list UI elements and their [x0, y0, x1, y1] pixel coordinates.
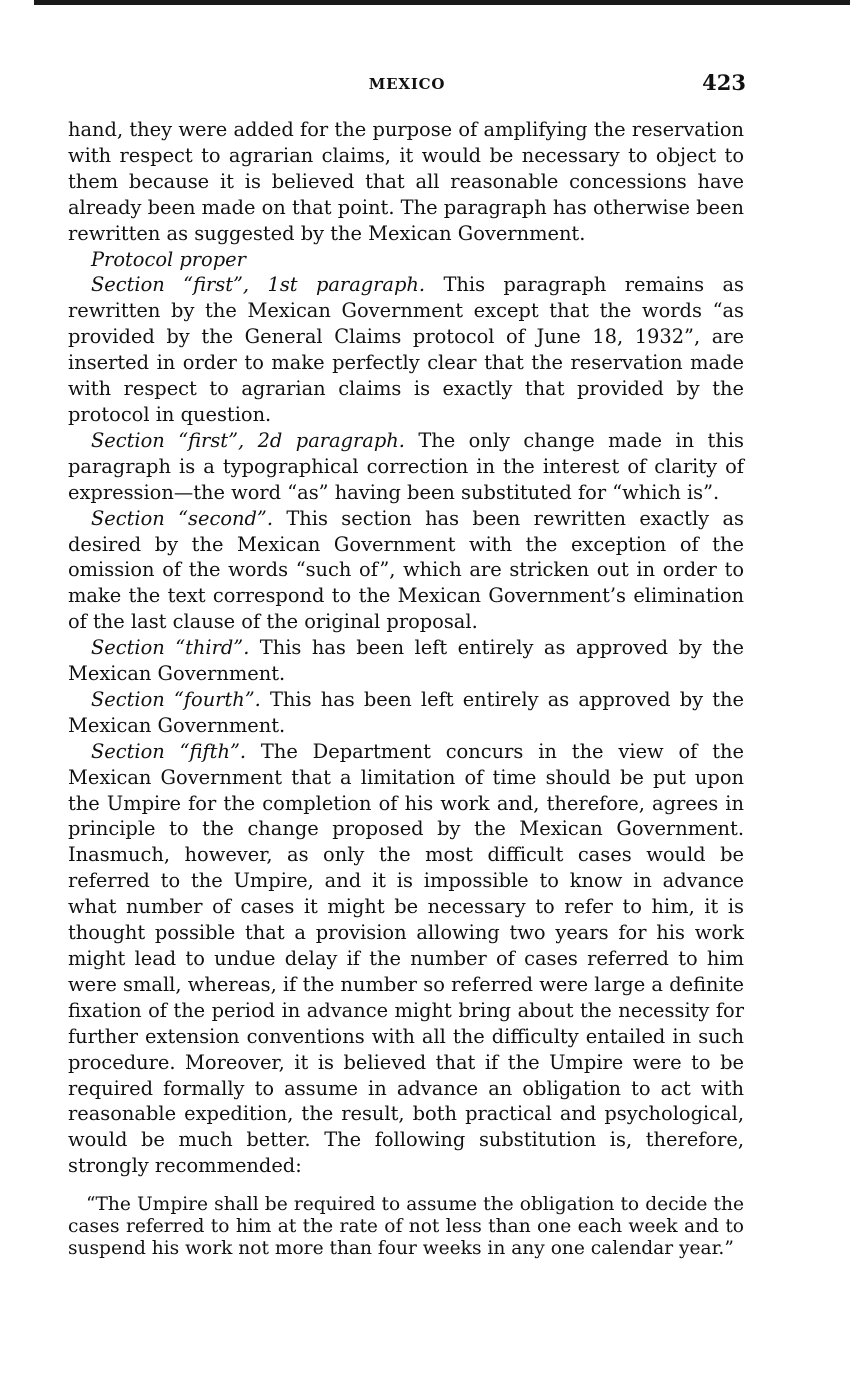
section-first-paragraph-1: [68, 272, 744, 427]
section-text: The Department concurs in the view of the Mexican Government that a limitation of time should be put upon the Umpire for the completion of his work and, therefore, agrees in principle to the change proposed by the Mexican Government. Inasmuch, however, as only the most difficult cases would be referred to the Umpire, and it is impossible to know in advance what number of cases it might be necessary to refer to him, it is thought possible that a provision allowing two years for his work might lead to undue delay if the number of cases referred to him were small, whereas, if the number so referred were large a definite fixation of the period in advance might bring about the necessity for further extension conventions with all the difficulty entailed in such procedure. Moreover, it is believed that if the Umpire were to be required formally to assume in advance an obligation to act with reasonable expedition, the result, both practical and psychological, would be much better. The following substitution is, therefore, strongly recommended:: [68, 739, 744, 1178]
section-first-paragraph-2: [68, 428, 744, 506]
section-title: Section “second”.: [91, 506, 273, 530]
recommended-substitution-quote: “The Umpire shall be required to assume the obligation to decide the cases referred to him at the rate of not less than one each week and to suspend his work not more than four weeks in any one calendar year.”: [68, 1194, 744, 1259]
page-body: [68, 117, 744, 1260]
section-title: Section “first”, 1st paragraph.: [91, 273, 426, 297]
section-second-paragraph: [68, 506, 744, 636]
page-number: 423: [702, 70, 746, 95]
section-fifth-paragraph: [68, 739, 744, 1179]
section-title: Section “first”, 2d paragraph.: [91, 428, 405, 452]
page-header: [68, 70, 746, 100]
section-text: This paragraph remains as rewritten by the Mexican Government except that the words “as provided by the General Claims protocol of June 18, 1932”, are inserted in order to make perfectly clear that the reservation made with respect to agrarian claims is exactly that provided by the protocol in question.: [68, 273, 744, 426]
section-text: This section has been rewritten exactly as desired by the Mexican Government with the exception of the omission of the words “such of”, which are stricken out in order to make the text correspond to the Mexican Government’s elimination of the last clause of the original proposal.: [68, 506, 744, 634]
running-head: MEXICO: [368, 75, 446, 93]
top-border-rule: [34, 0, 850, 5]
section-text: This has been left entirely as approved by the Mexican Government.: [68, 636, 745, 686]
section-fourth-paragraph: [68, 687, 744, 739]
section-text: This has been left entirely as approved by the Mexican Government.: [68, 687, 744, 737]
section-title: Section “fifth”.: [91, 739, 247, 763]
section-title: Section “third”.: [91, 636, 250, 660]
section-title: Section “fourth”.: [91, 687, 261, 711]
protocol-proper-heading: Protocol proper: [91, 247, 246, 271]
section-text: The only change made in this paragraph is a typographical correction in the interest of clarity of expression—the word “as” having been substituted for “which is”.: [68, 428, 744, 504]
section-third-paragraph: [68, 635, 744, 687]
continuation-paragraph: hand, they were added for the purpose of amplifying the reservation with respect to agrarian claims, it would be necessary to object to them because it is believed that all reasonable concessions have already been made on that point. The paragraph has otherwise been rewritten as suggested by the Mexican Government.: [68, 118, 744, 245]
